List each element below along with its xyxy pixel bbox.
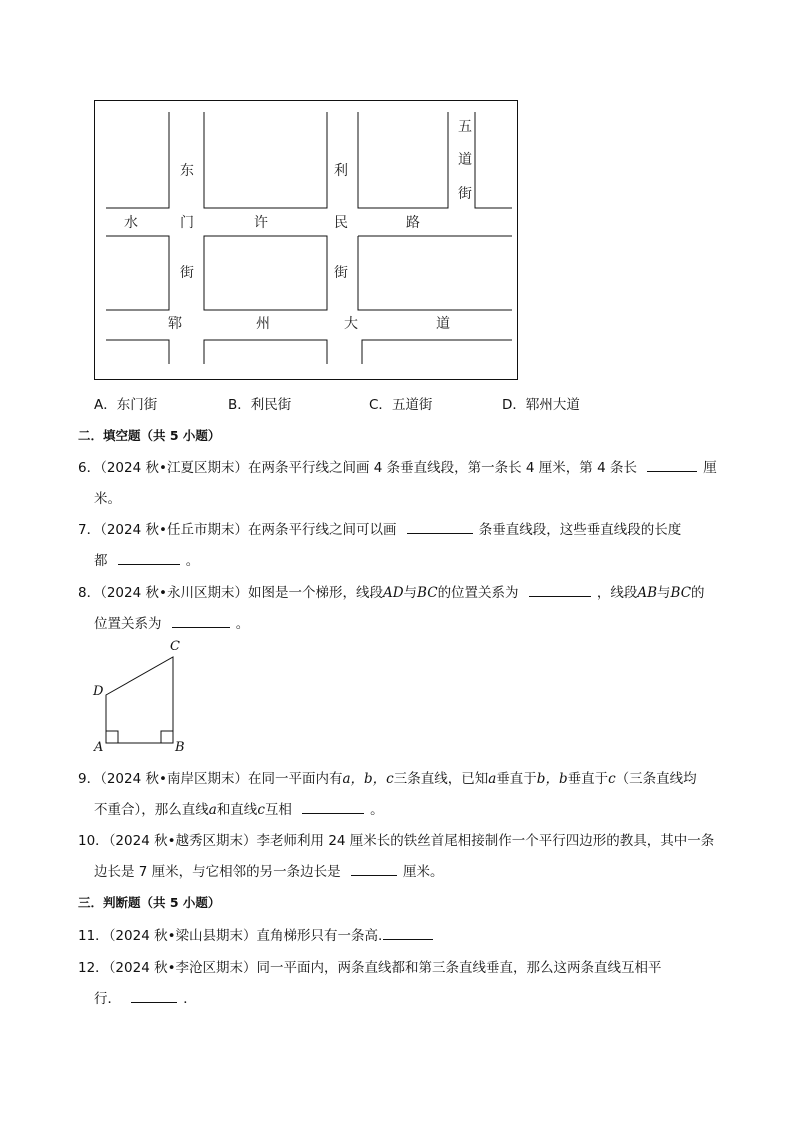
option-letter: B．	[228, 397, 251, 413]
street-label-char: 利	[334, 163, 348, 179]
road-label-char: 水	[124, 215, 138, 231]
road-label-char: 州	[256, 316, 270, 332]
question-text: 行．	[94, 991, 121, 1007]
vertex-label-d: D	[93, 684, 104, 699]
question-10-line-1	[78, 829, 714, 849]
question-8-line-2	[94, 612, 249, 632]
question-text: ，线段	[596, 585, 638, 601]
question-text: （三条直线均	[615, 771, 697, 787]
question-11	[78, 924, 433, 944]
question-text: （2024 秋•任丘市期末）在两条平行线之间可以画	[100, 522, 397, 538]
question-7-line-2	[94, 549, 199, 569]
answer-blank[interactable]	[302, 801, 364, 814]
variable-label: b，b	[536, 771, 568, 787]
option-a[interactable]	[94, 393, 157, 413]
question-number: 9．	[78, 771, 101, 787]
street-label-char: 街	[458, 186, 472, 202]
option-text: 利民街	[250, 397, 292, 413]
question-text: 都	[94, 553, 108, 569]
question-text: （2024 秋•梁山县期末）直角梯形只有一条高.	[108, 928, 383, 944]
variable-label: a	[488, 771, 497, 787]
variable-label: c	[257, 802, 265, 818]
answer-blank[interactable]	[118, 552, 180, 565]
question-number: 6．	[78, 460, 101, 476]
option-d[interactable]	[502, 393, 580, 413]
option-b[interactable]	[228, 393, 291, 413]
section-heading-true-false: 三．判断题（共 5 小题）	[78, 895, 221, 910]
question-text: 垂直于	[496, 771, 537, 787]
question-text: 边长是 7 厘米，与它相邻的另一条边长是	[94, 864, 341, 880]
question-text: （2024 秋•永川区期末）如图是一个梯形，线段	[100, 585, 383, 601]
option-letter: D．	[502, 397, 526, 413]
trapezoid-figure	[92, 636, 192, 756]
road-label-char: 许	[254, 215, 268, 231]
question-text: （2024 秋•南岸区期末）在同一平面内有	[100, 771, 343, 787]
question-text: （2024 秋•李沧区期末）同一平面内，两条直线都和第三条直线垂直，那么这两条直线互相平	[108, 960, 662, 976]
question-text: 三条直线，已知	[393, 771, 489, 787]
question-text: 厘米。	[402, 864, 444, 880]
section-heading-fill-blank: 二．填空题（共 5 小题）	[78, 428, 221, 443]
question-number: 7．	[78, 522, 101, 538]
question-9-line-2	[94, 798, 384, 818]
question-text: 。	[370, 802, 384, 818]
answer-blank[interactable]	[529, 584, 591, 597]
road-label-char: 道	[436, 316, 450, 332]
option-text: 五道街	[391, 397, 433, 413]
option-text: 郓州大道	[525, 397, 580, 413]
question-text: 与	[657, 585, 671, 601]
option-letter: C．	[369, 397, 392, 413]
question-number: 8．	[78, 585, 101, 601]
street-label-char: 五	[458, 119, 472, 135]
question-text: 与	[403, 585, 418, 601]
option-c[interactable]	[369, 393, 432, 413]
question-text: 和直线	[216, 802, 258, 818]
question-7-line-1	[78, 518, 681, 538]
question-text: 的位置关系为	[437, 585, 519, 601]
variable-label: a，b，c	[342, 771, 394, 787]
question-text: 。	[185, 553, 200, 569]
question-10-line-2	[94, 860, 443, 880]
question-text: 。	[235, 616, 250, 632]
question-number: 11．	[78, 928, 109, 944]
variable-label: c	[608, 771, 616, 787]
question-12-line-2	[94, 987, 197, 1007]
question-text: 厘	[703, 460, 717, 476]
street-map-figure	[94, 100, 519, 381]
question-text: 的	[691, 585, 705, 601]
question-text: 位置关系为	[94, 616, 162, 632]
option-text: 东门街	[116, 397, 158, 413]
option-letter: A．	[94, 397, 117, 413]
vertex-label-b: B	[175, 740, 185, 755]
segment-label: BC	[417, 585, 438, 601]
question-text: （2024 秋•江夏区期末）在两条平行线之间画 4 条垂直线段，第一条长 4 厘米，第 4 条长	[100, 460, 637, 476]
question-text: ．	[183, 991, 197, 1007]
road-label-char: 民	[334, 215, 348, 231]
answer-blank[interactable]	[647, 459, 697, 472]
question-text: （2024 秋•越秀区期末）李老师利用 24 厘米长的铁丝首尾相接制作一个平行四边形的教具，其中一条	[108, 833, 715, 849]
road-label-char: 门	[180, 215, 194, 231]
answer-blank[interactable]	[172, 615, 230, 628]
segment-label: AD	[382, 585, 404, 601]
question-number: 12．	[78, 960, 109, 976]
question-6-line-2: 米。	[94, 491, 121, 507]
answer-blank[interactable]	[351, 863, 397, 876]
question-6-line-1	[78, 456, 717, 476]
question-text: 垂直于	[567, 771, 609, 787]
street-label-char: 街	[334, 265, 348, 281]
question-number: 10．	[78, 833, 109, 849]
question-9-line-1	[78, 767, 697, 787]
trapezoid-drawing	[92, 636, 192, 756]
answer-blank[interactable]	[383, 927, 433, 940]
street-map-drawing	[94, 100, 519, 381]
street-label-char: 道	[458, 152, 472, 168]
vertex-label-c: C	[170, 639, 180, 654]
segment-label: AB	[637, 585, 658, 601]
road-label-char: 郓	[168, 316, 182, 332]
vertex-label-a: A	[94, 740, 104, 755]
answer-blank[interactable]	[407, 521, 473, 534]
question-text: 条垂直线段，这些垂直线段的长度	[478, 522, 682, 538]
segment-label: BC	[670, 585, 692, 601]
road-label-char: 大	[344, 316, 358, 332]
street-label-char: 东	[180, 163, 194, 179]
question-text: 互相	[264, 802, 292, 818]
answer-blank[interactable]	[131, 990, 177, 1003]
question-12-line-1	[78, 956, 662, 976]
street-label-char: 街	[180, 265, 194, 281]
variable-label: a	[208, 802, 217, 818]
question-8-line-1	[78, 581, 705, 601]
question-text: 不重合），那么直线	[94, 802, 209, 818]
road-label-char: 路	[406, 215, 420, 231]
